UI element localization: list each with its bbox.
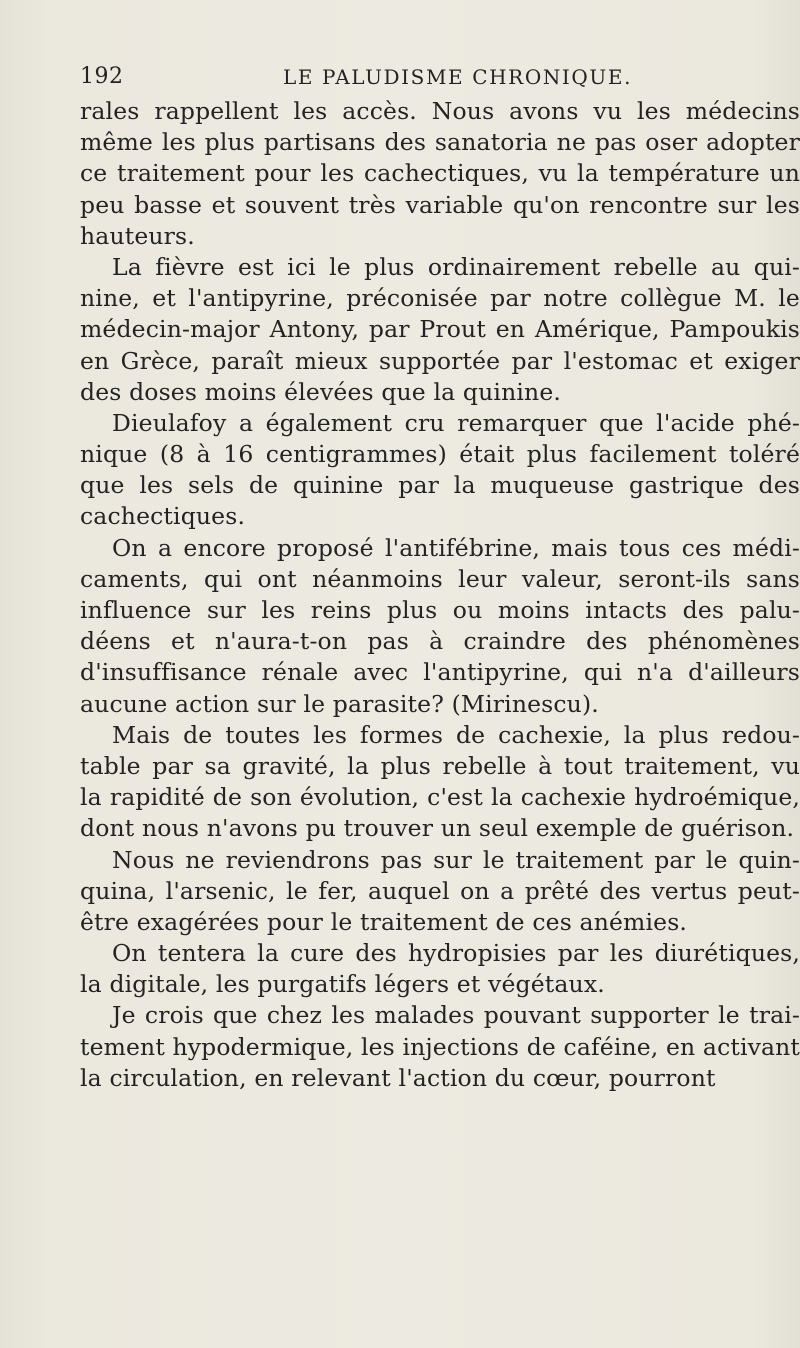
text-line: même les plus partisans des sanatoria ne pas oser adopter — [80, 128, 800, 157]
text-line: Nous ne reviendrons pas sur le traitement par le quin- — [112, 845, 800, 874]
text-line: On a encore proposé l'antifébrine, mais tous ces médi- — [112, 533, 800, 562]
text-line: dont nous n'avons pu trouver un seul exemple de guérison. — [80, 814, 795, 843]
text-line: nique (8 à 16 centigrammes) était plus facilement toléré — [80, 440, 800, 469]
text-line: hauteurs. — [80, 221, 195, 250]
text-line: que les sels de quinine par la muqueuse gastrique des — [80, 471, 800, 500]
text-line: aucune action sur le parasite? (Mirinescu). — [80, 689, 599, 718]
text-line: d'insuffisance rénale avec l'antipyrine, qui n'a d'ailleurs — [80, 658, 800, 687]
text-line: On tentera la cure des hydropisies par les diurétiques, — [112, 939, 800, 968]
text-line: être exagérées pour le traitement de ces anémies. — [80, 907, 688, 936]
text-line: peu basse et souvent très variable qu'on rencontre sur les — [80, 190, 800, 219]
text-line: médecin-major Antony, par Prout en Amérique, Pampoukis — [80, 315, 800, 344]
running-title: LE PALUDISME CHRONIQUE. — [283, 65, 633, 89]
text-line: Mais de toutes les formes de cachexie, la plus redou- — [112, 720, 800, 749]
text-line: Je crois que chez les malades pouvant supporter le trai- — [112, 1001, 800, 1030]
page-number: 192 — [80, 64, 124, 89]
page-header — [0, 64, 800, 94]
text-line: nine, et l'antipyrine, préconisée par notre collègue M. le — [80, 284, 800, 313]
text-line: la rapidité de son évolution, c'est la cachexie hydroémique, — [80, 783, 800, 812]
text-line: rales rappellent les accès. Nous avons vu les médecins — [80, 97, 800, 125]
text-line: influence sur les reins plus ou moins intacts des palu- — [80, 596, 800, 624]
text-line: tement hypodermique, les injections de caféine, en activant — [80, 1032, 800, 1061]
text-line: déens et n'aura-t-on pas à craindre des phénomènes — [80, 627, 800, 656]
text-line: la digitale, les purgatifs légers et végétaux. — [80, 970, 605, 999]
text-line: quina, l'arsenic, le fer, auquel on a prêté des vertus peut- — [80, 876, 800, 905]
text-line: cachectiques. — [80, 502, 246, 531]
text-line: ce traitement pour les cachectiques, vu la température un — [80, 159, 800, 188]
text-line: Dieulafoy a également cru remarquer que l'acide phé- — [112, 408, 800, 437]
text-line: la circulation, en relevant l'action du cœur, pourront — [80, 1063, 716, 1092]
text-line: caments, qui ont néanmoins leur valeur, seront-ils sans — [80, 564, 800, 593]
text-line: des doses moins élevées que la quinine. — [80, 377, 561, 406]
body-text — [80, 96, 800, 1094]
text-line: en Grèce, paraît mieux supportée par l'estomac et exiger — [80, 346, 800, 375]
text-line: La fièvre est ici le plus ordinairement rebelle au qui- — [112, 252, 800, 281]
text-line: table par sa gravité, la plus rebelle à tout traitement, vu — [80, 751, 800, 780]
